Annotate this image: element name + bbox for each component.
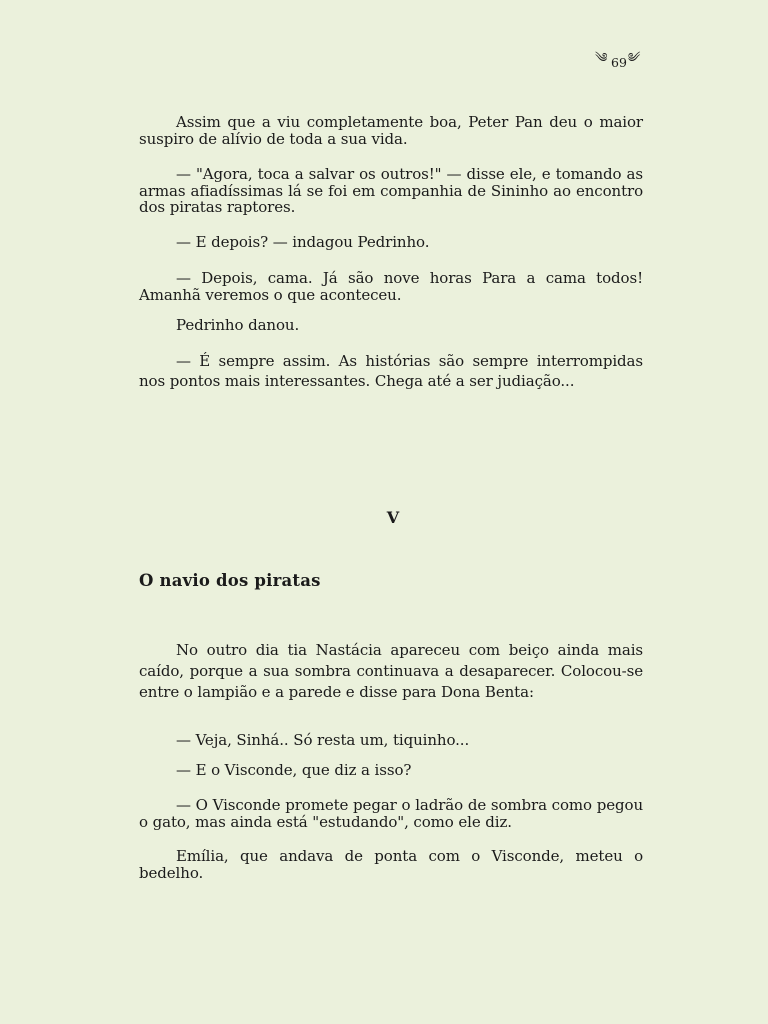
paragraph: — É sempre assim. As histórias são sempre interrompidas nos pontos mais interessantes. Chega até a ser judiação... <box>139 352 643 390</box>
paragraph: Assim que a viu completamente boa, Peter Pan deu o maior suspiro de alívio de toda a sua vida. <box>139 113 643 148</box>
chapter-number: V <box>386 508 400 527</box>
ornament-right-icon: ༄ <box>628 51 641 66</box>
page-number <box>595 52 647 72</box>
paragraph: — E depois? — indagou Pedrinho. <box>176 233 430 251</box>
chapter-title: O navio dos piratas <box>139 571 321 590</box>
paragraph: Emília, que andava de ponta com o Visconde, meteu o bedelho. <box>139 847 643 882</box>
paragraph: No outro dia tia Nastácia apareceu com beiço ainda mais caído, porque a sua sombra continuava a desaparecer. Colocou-se entre o lampião e a parede e disse para Dona Benta: <box>139 641 643 701</box>
paragraph: — E o Visconde, que diz a isso? <box>176 761 412 779</box>
ornament-left-icon: ༄ <box>595 51 608 66</box>
paragraph: — O Visconde promete pegar o ladrão de sombra como pegou o gato, mas ainda está "estudando", como ele diz. <box>139 796 643 831</box>
paragraph: — Veja, Sinhá.. Só resta um, tiquinho... <box>176 731 470 749</box>
paragraph: Pedrinho danou. <box>176 316 300 334</box>
paragraph: — "Agora, toca a salvar os outros!" — disse ele, e tomando as armas afiadíssimas lá se foi em companhia de Sininho ao encontro dos piratas raptores. <box>139 165 643 216</box>
page-number-text: 69 <box>611 55 627 70</box>
paragraph: — Depois, cama. Já são nove horas Para a cama todos! Amanhã veremos o que aconteceu. <box>139 269 643 304</box>
